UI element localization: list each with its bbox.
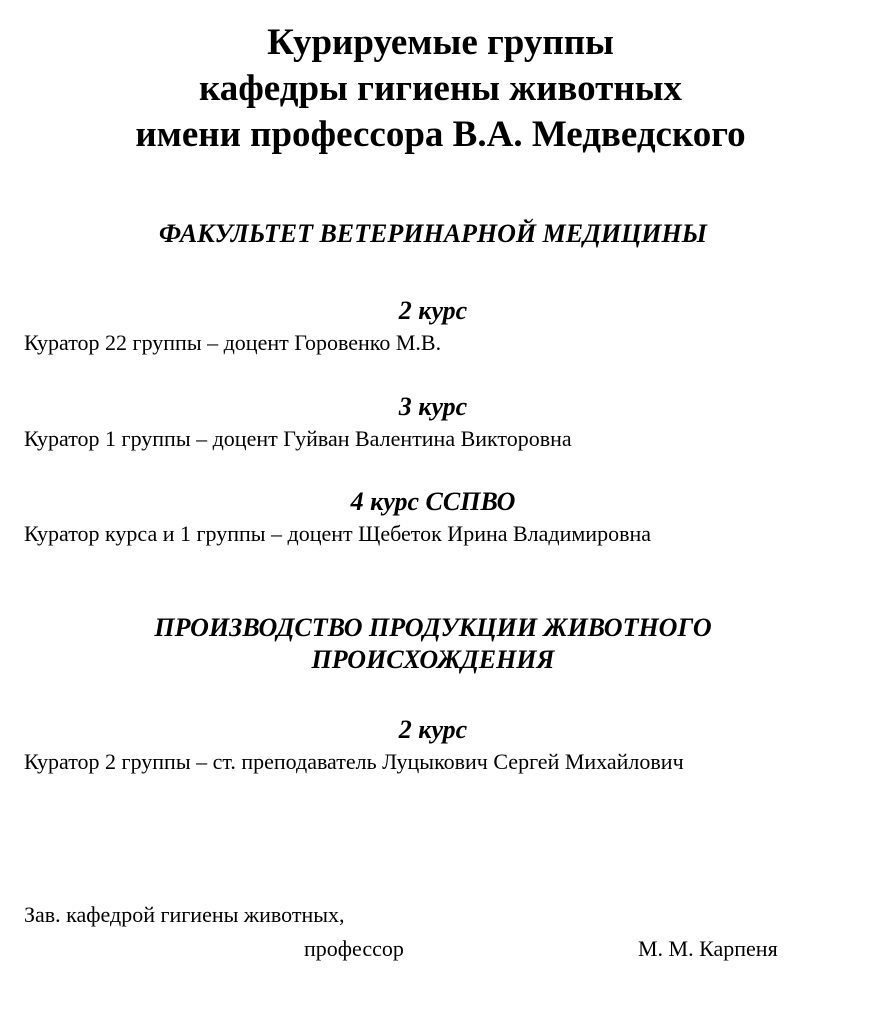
signature-name: М. М. Карпеня — [638, 936, 778, 961]
document-title — [0, 20, 881, 158]
curator-line: Куратор курса и 1 группы – доцент Щебеток Ирина Владимировна — [24, 521, 652, 546]
title-line-3: имени профессора В.А. Медведского — [135, 114, 746, 155]
course-heading-3: 3 курс — [398, 392, 468, 421]
faculty-heading-production-line-2: ПРОИСХОЖДЕНИЯ — [311, 645, 555, 674]
course-heading-4-sspvo: 4 курс ССПВО — [350, 487, 516, 516]
faculty-heading-production-line-1: ПРОИЗВОДСТВО ПРОДУКЦИИ ЖИВОТНОГО — [154, 613, 712, 642]
signature-title: профессор — [304, 936, 404, 961]
faculty-heading-veterinary: ФАКУЛЬТЕТ ВЕТЕРИНАРНОЙ МЕДИЦИНЫ — [159, 219, 707, 248]
signature-position-line: Зав. кафедрой гигиены животных, — [24, 902, 345, 927]
curator-line: Куратор 1 группы – доцент Гуйван Валентина Викторовна — [24, 426, 572, 451]
title-line-2: кафедры гигиены животных — [198, 68, 683, 109]
course-heading-2: 2 курс — [398, 715, 468, 744]
course-heading-2: 2 курс — [398, 296, 468, 325]
curator-line: Куратор 22 группы – доцент Горовенко М.В. — [24, 330, 442, 355]
title-line-1: Курируемые группы — [267, 22, 614, 63]
curator-line: Куратор 2 группы – ст. преподаватель Луцыкович Сергей Михайлович — [24, 749, 684, 774]
